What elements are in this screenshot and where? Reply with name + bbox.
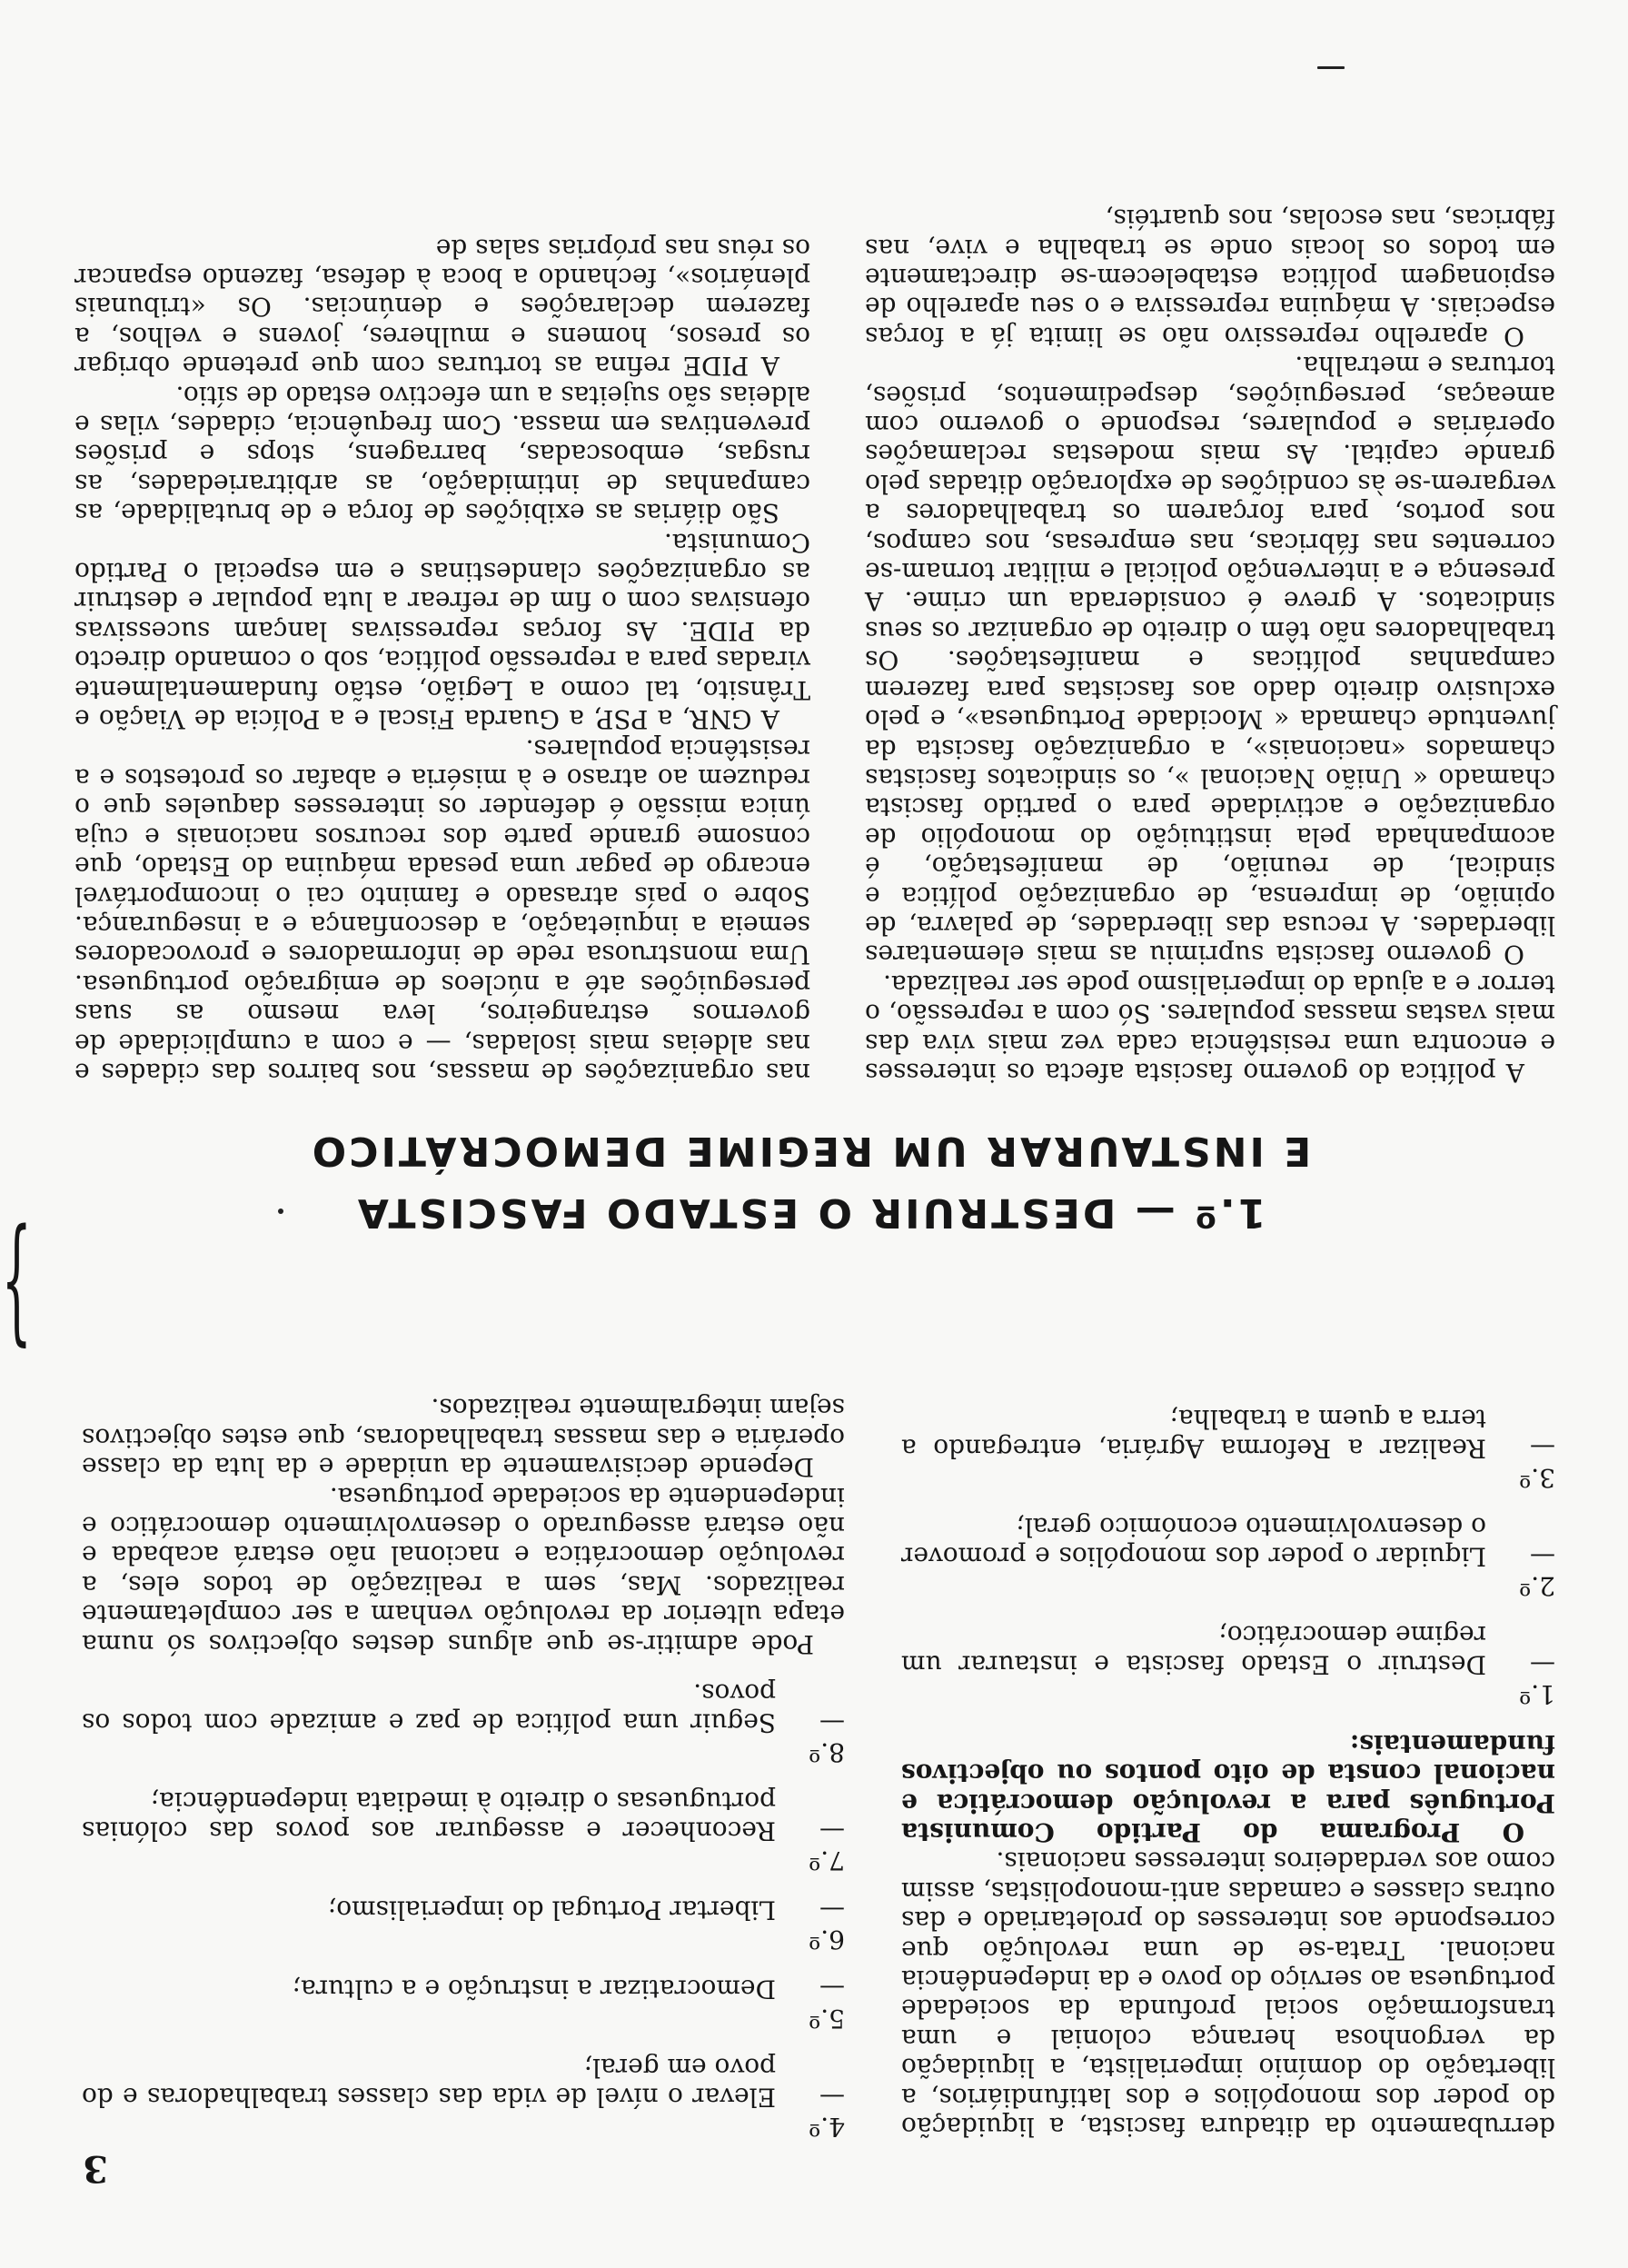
item-number: 5.º — [809,1974,845,2034]
admit-paragraph: Pode admitir-se que alguns destes objectivos só numa etapa ulterior da revolução venham a ser completamente realizados. Mas, sem a realização de todos eles, a revolução democrática e nacional não estará acabada e não estará assegurado o desenvolvimento democrático e independente da sociedade portuguesa. [82,1481,845,1659]
item-text: Destruir o Estado fascista e instaurar um regime democrático; [901,1620,1486,1680]
item-number: 3.º — [1519,1433,1555,1493]
item-text: Realizar a Reforma Agrária, entregando a terra a quem a trabalha; [901,1404,1486,1464]
item-number: 7.º — [809,1815,845,1876]
section-heading-line1: 1.º — DESTRUIR O ESTADO FASCISTA [354,1189,1266,1236]
program-item [901,1512,1555,1600]
curly-brace-mark: } [1,1212,32,1370]
item-text: Liquidar o poder dos monopólios e promover o desenvolvimento económico geral; [901,1512,1486,1572]
program-item [82,1895,845,1954]
policy-paragraph: A política do governo fascista afecta os interesses e encontra uma resistência cada vez mais viva das mais vastas massas populares. Só com a repressão, o terror e a ajuda do imperialismo pode ser realizada. [865,969,1555,1088]
intro-paragraph: derrubamento da ditadura fascista, a liquidação do poder dos monopólios e dos latifundiários, a libertação do domínio imperialista, a liquidação da vergonhosa herança colonial e uma transformação social profunda da sociedade portuguesa ao serviço do povo e da independência nacional. Trata-se de uma revolução que corresponde aos interesses do proletariado e das outras classes e camadas anti-monopolistas, assim como aos verdadeiros interesses nacionais. [901,1846,1555,2142]
program-list-column [82,1393,845,2141]
program-item [901,1620,1555,1708]
item-number: 2.º — [1519,1541,1555,1602]
program-item [82,1974,845,2033]
program-paragraph: O Programa do Partido Comunista Português para a revolução democrática e nacional consta de oito pontos ou objectivos fundamentais: [901,1728,1555,1847]
repression-column-right [74,233,810,1087]
program-item [901,1404,1555,1492]
pide-paragraph: A PIDE refina as torturas com que pretende obrigar os presos, homens e mulheres, jovens e velhos, a fazerem declarações e denúncias. Os «tribunais plenários», fechando a boca à defesa, fazendo espancar os réus nas próprias salas de [74,233,810,382]
item-text: Reconhecer e assegurar aos povos das colónias portuguesas o direito à imediata independência; [82,1786,776,1846]
forces-paragraph: A GNR, a PSP, a Guarda Fiscal e a Polícia de Viação e Trânsito, tal como a Legião, estão fundamentalmente viradas para a repressão política, sob o comando directo da PIDE. As forças repressivas lançam sucessivas ofensivas com o fim de refrear a luta popular e destruir as organizações clandestinas e em especial o Partido Comunista. [74,527,810,735]
repression-column-left [865,204,1555,1087]
program-item [82,2053,845,2141]
item-text: Seguir uma política de paz e amizade com todos os povos. [82,1678,776,1738]
page-number: 3 [83,2147,108,2190]
section-heading-line2: E INSTAURAR UM REGIME DEMOCRÁTICO [309,1128,1312,1174]
item-number: 6.º — [809,1895,845,1955]
program-item [82,1678,845,1766]
depends-paragraph: Depende decisivamente da unidade e da luta da classe operária e das massas trabalhadoras, que estes objectivos sejam integralmente realizados. [82,1393,845,1483]
item-text: Democratizar a instrução e a cultura; [292,1974,776,2004]
brutality-paragraph: São diárias as exibições de força e de brutalidade, as campanhas de intimidação, as arbitrariedades, as rusgas, emboscadas, barragens, stops e prisões preventivas em massa. Com frequência, cidades, vilas e aldeias são sujeitas a um efectivo estado de sítio. [74,380,810,529]
program-list-left [901,1404,1555,1709]
apparatus-paragraph: O aparelho repressivo não se limita já a forças especiais. A máquina repressiva e o seu aparelho de espionagem política estabelecem-se directamente em todos os locais onde se trabalha e vive, nas fábricas, nas escolas, nos quartéis, [865,204,1555,352]
liberties-paragraph: O governo fascista suprimiu as mais elementares liberdades. A recusa das liberdades, de palavra, de opinião, de imprensa, de organização política e sindical, de reunião, de manifestação, é acompanhada pela instituição do monopólio de organização e actividade para o partido fascista chamado « União Nacional », os sindicatos fascistas chamados «nacionais», a organização fascista da juventude chamada « Mocidade Portuguesa», e pelo exclusivo direito dado aos fascistas para fazerem campanhas políticas e manifestações. Os trabalhadores não têm o direito de organizar os seus sindicatos. A greve é considerada um crime. A presença e a intervenção policial e militar tornam-se correntes nas fábricas, nas empresas, nos campos, nos portos, para forçarem os trabalhadores a vergarem-se às condições de exploração ditadas pelo grande capital. As mais modestas reclamações operárias e populares, responde o governo com ameaças, perseguições, despedimentos, prisões, torturas e metralha. [865,351,1555,970]
ink-speck [1317,66,1345,69]
program-intro-column [901,1404,1555,2141]
item-text: Elevar o nível de vida das classes trabalhadoras e do povo em geral; [82,2053,776,2113]
program-item [82,1786,845,1875]
ink-speck [278,1209,283,1214]
organizations-paragraph: nas organizações de massas, nos bairros das cidades e nas aldeias mais isoladas, — e com a cumplicidade de governos estrangeiros, leva mesmo as suas perseguições até a núcleos de emigração portuguesa. Uma monstruosa rede de informadores e provocadores semeia a inquietação, a desconfiança e a insegurança. Sobre o país atrasado e faminto cai o incomportável encargo de pagar uma pesada máquina do Estado, que consome grande parte dos recursos nacionais e cuja única missão é defender os interesses daqueles que o reduzem ao atraso e à miséria e abafar os protestos e a resistência populares. [74,733,810,1088]
item-text: Libertar Portugal do imperialismo; [327,1895,776,1925]
item-number: 4.º — [809,2082,845,2142]
item-number: 8.º — [809,1707,845,1767]
item-number: 1.º — [1519,1649,1555,1710]
